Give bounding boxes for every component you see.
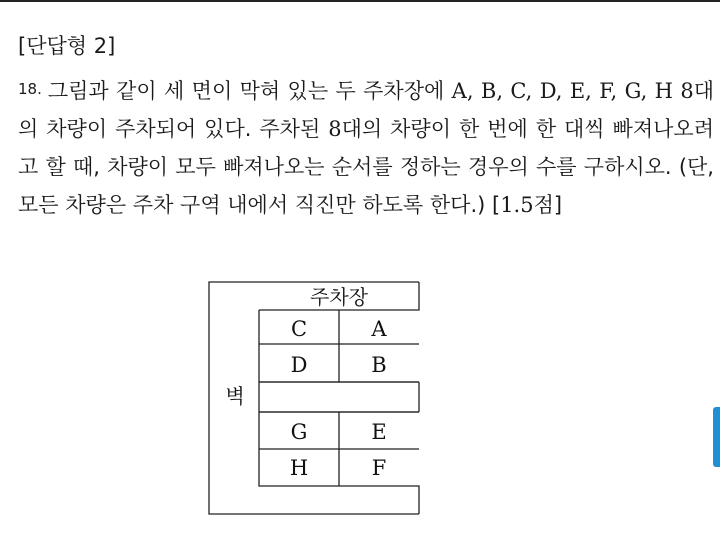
car-slot: G (290, 420, 308, 444)
problem-text-seg5: 점] (533, 193, 563, 217)
problem-text (18, 70, 714, 224)
wall-label: 벽 (225, 384, 245, 408)
car-count-1: 8 (680, 79, 694, 103)
car-slot: E (371, 420, 387, 444)
points-value: 1.5 (500, 193, 534, 217)
scroll-indicator[interactable] (713, 407, 720, 467)
car-count-2: 8 (328, 117, 342, 141)
car-slot: F (371, 456, 387, 480)
car-slot: D (290, 353, 308, 377)
aisle-block (259, 382, 419, 412)
parking-diagram (208, 281, 420, 515)
car-list: A, B, C, D, E, F, G, H (451, 79, 673, 103)
section-label: [단답형 2] (18, 34, 116, 58)
top-divider (0, 0, 720, 2)
parking-figure (208, 281, 420, 515)
problem-text-seg3: 대의 차량이 주차되어 있다. 주차된 (18, 79, 714, 141)
car-slot: A (371, 317, 387, 341)
problem-text-seg1: 그림과 같이 세 면이 막혀 있는 두 주차장에 (47, 79, 452, 103)
car-slot: C (290, 317, 308, 341)
car-slot: H (289, 456, 309, 480)
problem-number: 18. (18, 80, 42, 98)
car-slot: B (371, 353, 387, 377)
problem-text-seg4: 대의 차량이 한 번에 한 대씩 빠져나오려고 할 때, 차량이 모두 빠져나오는 순서를 정하는 경우의 수를 구하시오. (단, 모든 차량은 주차 구역 내에서 직진만 하도록 한다.) [ (18, 117, 714, 217)
lot-label: 주차장 (310, 285, 368, 309)
